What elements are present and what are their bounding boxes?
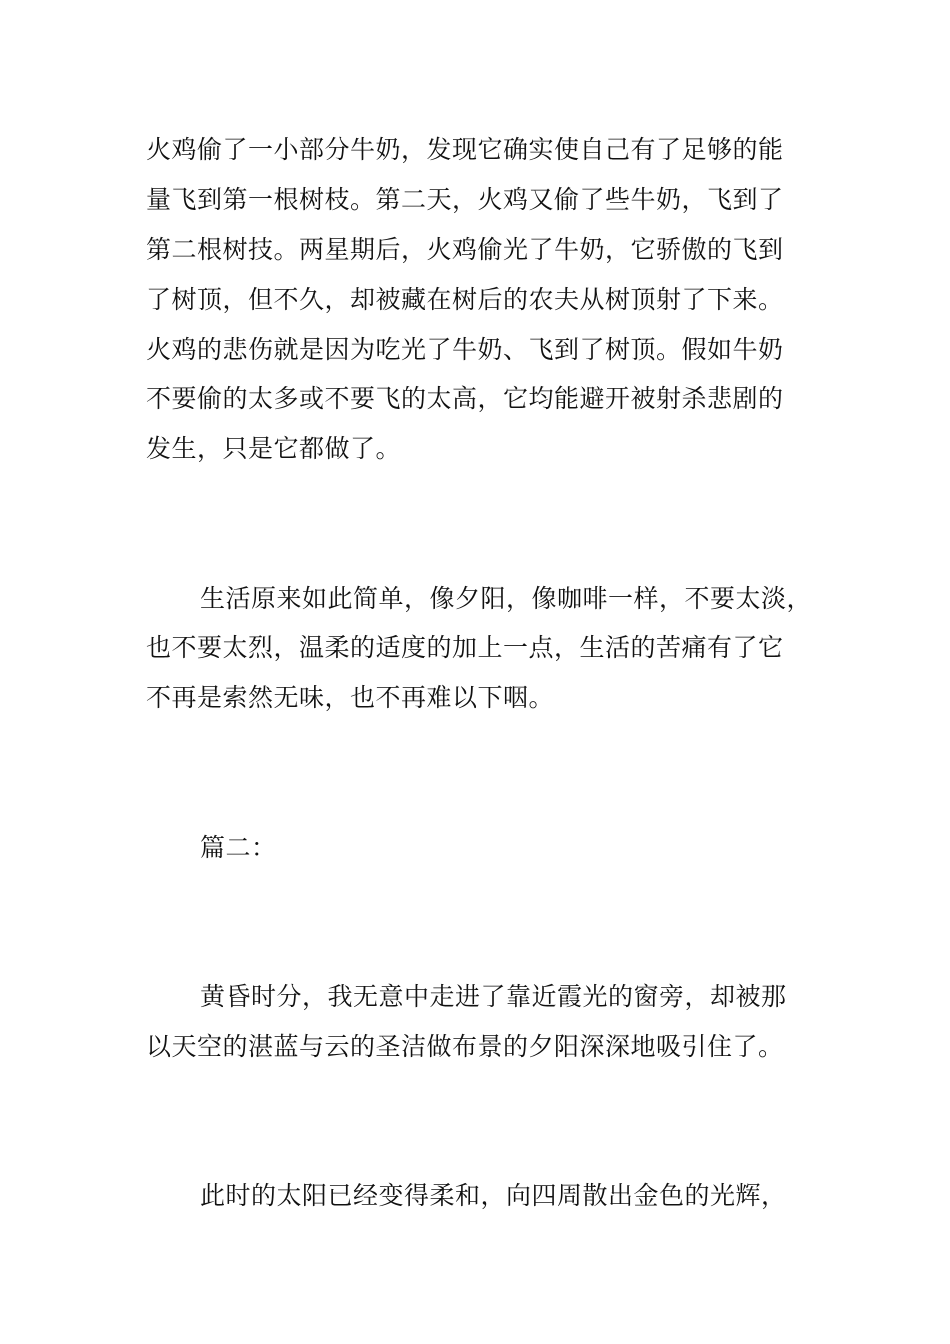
text-line: 火鸡的悲伤就是因为吃光了牛奶、飞到了树顶。假如牛奶 xyxy=(146,335,784,364)
text-line: 第二根树技。两星期后，火鸡偷光了牛奶，它骄傲的飞到 xyxy=(146,235,784,264)
text-line: 火鸡偷了一小部分牛奶，发现它确实使自己有了足够的能 xyxy=(146,135,784,164)
text-line: 不再是索然无味，也不再难以下咽。 xyxy=(146,683,555,712)
text-line: 不要偷的太多或不要飞的太高，它均能避开被射杀悲剧的 xyxy=(146,384,784,413)
text-line: 以天空的湛蓝与云的圣洁做布景的夕阳深深地吸引住了。 xyxy=(146,1032,784,1061)
text-line: 发生，只是它都做了。 xyxy=(146,434,402,463)
text-line: 也不要太烈，温柔的适度的加上一点，生活的苦痛有了它 xyxy=(146,633,784,662)
text-line: 量飞到第一根树枝。第二天，火鸡又偷了些牛奶，飞到了 xyxy=(146,185,784,214)
text-line: 此时的太阳已经变得柔和，向四周散出金色的光辉， xyxy=(200,1181,787,1210)
section-heading: 篇二： xyxy=(200,833,277,862)
text-line: 了树顶，但不久，却被藏在树后的农夫从树顶射了下来。 xyxy=(146,285,784,314)
text-line: 黄昏时分，我无意中走进了靠近霞光的窗旁，却被那 xyxy=(200,982,787,1011)
text-line: 生活原来如此简单，像夕阳，像咖啡一样，不要太淡， xyxy=(200,584,813,613)
